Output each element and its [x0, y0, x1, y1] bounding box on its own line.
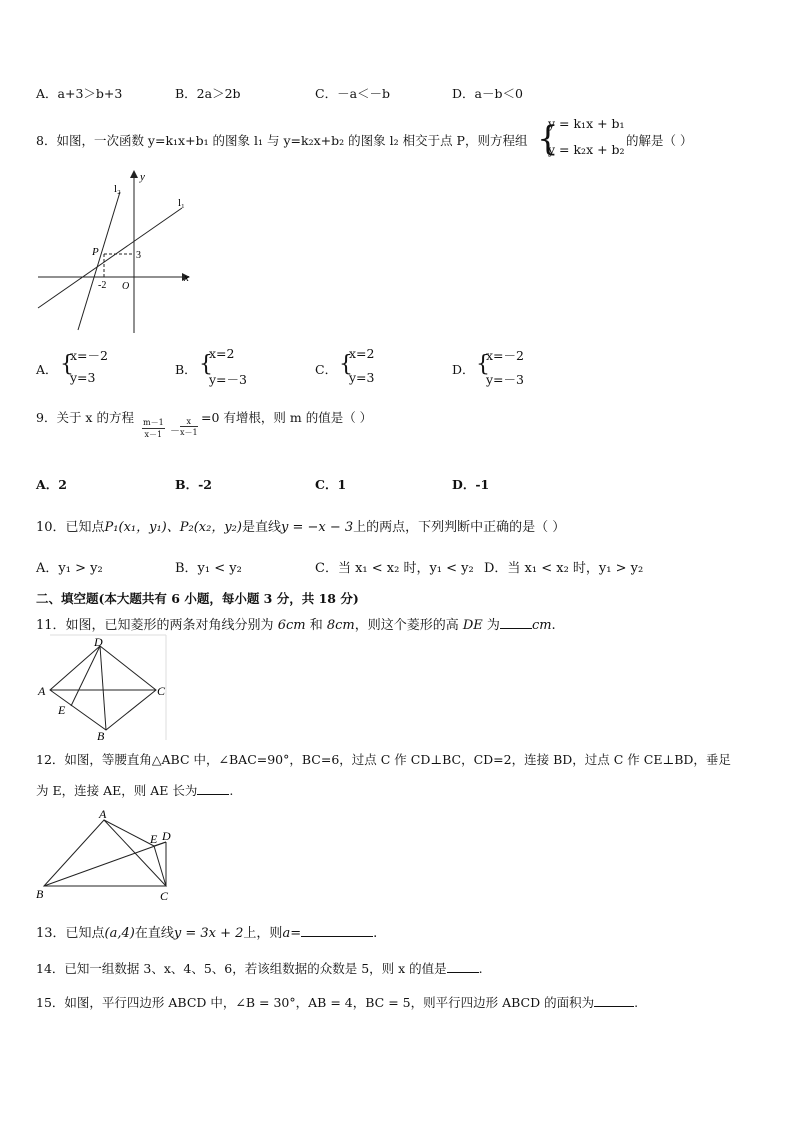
height-de: [71, 646, 100, 706]
q12-end: .: [229, 783, 234, 798]
q11-stem-mid3: 为: [482, 618, 500, 633]
q9-stem: 9．关于 x 的方程: [36, 410, 134, 425]
q8-stem-end: 的解是（ ）: [626, 133, 693, 148]
q8-option-brace: {: [60, 352, 74, 377]
q12-answer-blank[interactable]: [197, 794, 229, 795]
q8-option-brace: {: [199, 352, 213, 377]
q11-stem-mid: 和: [305, 618, 327, 633]
q8-option-top: x=2: [349, 346, 375, 361]
l2-label: l₂: [114, 183, 121, 195]
q10-points: P₁(x₁，y₁)、P₂(x₂，y₂): [104, 520, 242, 535]
diagonal-bd: [100, 646, 106, 730]
q9-option-c: C．1: [315, 477, 347, 492]
q9-stem-end: =0 有增根，则 m 的值是（ ）: [201, 410, 373, 425]
q11-end: .: [551, 618, 556, 633]
q15-stem-start: 15．如图，平行四边形 ABCD 中，: [36, 995, 236, 1010]
label-d: D: [162, 829, 171, 843]
q15-stem-end: ，则平行四边形 ABCD 的面积为: [410, 995, 595, 1010]
q7-option-a: A．a+3＞b+3: [36, 86, 123, 101]
q15-ab: AB = 4: [308, 995, 353, 1010]
q10-option-b: B．y₁ < y₂: [175, 561, 242, 576]
q7-option-b: B．2a＞2b: [175, 86, 241, 101]
q15-sep1: ，: [295, 995, 309, 1010]
q10-option-d: D．当 x₁ < x₂ 时，y₁ > y₂: [484, 561, 644, 576]
label-e: E: [58, 703, 66, 717]
q9-fraction-1: [142, 417, 165, 440]
line-l2: [78, 192, 120, 330]
q8-option-top: x=－2: [486, 348, 524, 363]
section-2-title: 二、填空题(本大题共有 6 小题，每小题 3 分，共 18 分): [36, 591, 359, 606]
y-axis-arrow: [130, 170, 138, 178]
q10-stem-end: 上的两点，下列判断中正确的是（ ）: [353, 520, 566, 535]
q8-option-top: x=－2: [70, 348, 108, 363]
q8-option-b: [175, 344, 295, 387]
q13-stem: [36, 922, 377, 941]
q13-answer-blank[interactable]: [301, 936, 373, 937]
q9-option-d: D．-1: [452, 477, 490, 492]
q11-diagonal-2: 8cm: [326, 618, 355, 633]
q14-end: .: [478, 961, 483, 976]
label-a: A: [38, 684, 46, 698]
y-axis-label: y: [140, 171, 145, 183]
q9-fraction-2: [180, 417, 198, 438]
q9-option-b: B．-2: [175, 477, 212, 492]
label-e: E: [150, 832, 158, 846]
q12-stem-line2-text: 为 E，连接 AE，则 AE 长为: [36, 783, 198, 798]
q8-option-top: x=2: [209, 346, 235, 361]
label-b: B: [36, 887, 44, 901]
label-c: C: [160, 889, 169, 902]
segment-ae: [104, 820, 154, 846]
q8-option-a: [36, 344, 156, 384]
q9-frac2-den: x－1: [180, 428, 198, 437]
q8-system-brace: {: [537, 119, 559, 159]
q10-option-c: C．当 x₁ < x₂ 时，y₁ < y₂: [315, 561, 474, 576]
q8-option-letter: D．: [452, 362, 475, 377]
q11-stem-mid2: ，则这个菱形的高: [354, 618, 463, 633]
q12-triangle-figure: [36, 806, 186, 902]
q8-option-bottom: y=3: [349, 370, 375, 385]
q8-option-brace: {: [339, 352, 353, 377]
label-d: D: [94, 635, 103, 649]
q8-option-bottom: y=－3: [486, 372, 524, 387]
q13-stem-start: 13．已知点: [36, 926, 105, 941]
q13-stem-mid2: 上，则: [243, 926, 283, 941]
q12-stem-line2: [36, 781, 233, 799]
q13-point: (a,4): [104, 926, 135, 941]
q14-stem-text: 14．已知一组数据 3、x、4、5、6，若该组数据的众数是 5，则 x 的值是: [36, 961, 447, 976]
q13-line-equation: y = 3x + 2: [173, 926, 244, 941]
three-label: 3: [136, 250, 141, 261]
q13-eq: =: [290, 926, 302, 941]
q11-stem: [36, 614, 556, 633]
label-c: C: [157, 684, 166, 698]
q10-stem-start: 10．已知点: [36, 520, 105, 535]
q14-stem: [36, 959, 483, 977]
q8-option-letter: A．: [36, 362, 58, 377]
q11-answer-blank[interactable]: [500, 628, 532, 629]
q12-stem-line1: 12．如图，等腰直角△ABC 中，∠BAC=90°，BC=6，过点 C 作 CD⊥BC，CD=2，连接 BD，过点 C 作 CE⊥BD，垂足: [36, 752, 731, 767]
q13-end: .: [373, 926, 378, 941]
q9-frac1-den: x－1: [144, 430, 163, 439]
label-b: B: [97, 729, 105, 742]
q8-option-c: [315, 344, 435, 384]
q8-stem: 8．如图，一次函数 y=k₁x+b₁ 的图象 l₁ 与 y=k₂x+b₂ 的图象 l₂ 相交于点 P，则方程组: [36, 133, 528, 148]
q10-line-equation: y = −x − 3: [280, 520, 354, 535]
q15-bc: BC = 5: [365, 995, 411, 1010]
q8-option-letter: B．: [175, 362, 197, 377]
point-p-label: P: [92, 246, 99, 258]
q8-option-bottom: y=－3: [209, 372, 247, 387]
q11-stem-start: 11．如图，已知菱形的两条对角线分别为: [36, 618, 278, 633]
q8-option-brace: {: [476, 352, 490, 377]
q9-option-a: A．2: [36, 477, 67, 492]
q9-frac2-num: x: [180, 417, 198, 427]
q15-sep2: ，: [352, 995, 366, 1010]
q8-graph: [36, 168, 196, 338]
triangle-abc: [44, 820, 166, 886]
q10-option-a: A．y₁ > y₂: [36, 561, 103, 576]
l1-label: l₁: [178, 197, 185, 209]
label-a: A: [99, 807, 107, 821]
q8-system-eq1: y = k₁x + b₁: [548, 116, 625, 131]
q14-answer-blank[interactable]: [447, 972, 479, 973]
q13-var: a: [282, 926, 291, 941]
q11-diagonal-1: 6cm: [277, 618, 306, 633]
q8-system-eq2: y = k₂x + b₂: [548, 142, 625, 157]
q8-option-bottom: y=3: [70, 370, 96, 385]
line-l1: [38, 208, 182, 308]
q8-option-letter: C．: [315, 362, 338, 377]
q11-rhombus-figure: [36, 634, 170, 742]
q9-frac1-num: m－1: [143, 418, 164, 427]
q15-stem: [36, 993, 638, 1011]
q11-unit: cm: [531, 618, 552, 633]
q11-de: DE: [462, 618, 483, 633]
q7-option-c: C．－a＜－b: [315, 86, 391, 101]
q9-minus: －: [170, 426, 180, 437]
q15-answer-blank[interactable]: [594, 1006, 634, 1007]
q13-stem-mid: 在直线: [134, 926, 174, 941]
segment-bd: [44, 842, 166, 886]
q8-option-d: [452, 344, 572, 387]
x-axis-label: x: [184, 272, 189, 284]
q15-angle: ∠B = 30°: [235, 995, 296, 1010]
q10-stem-mid: 是直线: [241, 520, 281, 535]
q7-option-d: D．a－b＜0: [452, 86, 523, 101]
q15-end: .: [634, 995, 639, 1010]
neg2-label: -2: [98, 280, 107, 291]
origin-label: O: [122, 281, 130, 292]
q10-stem: [36, 516, 565, 535]
